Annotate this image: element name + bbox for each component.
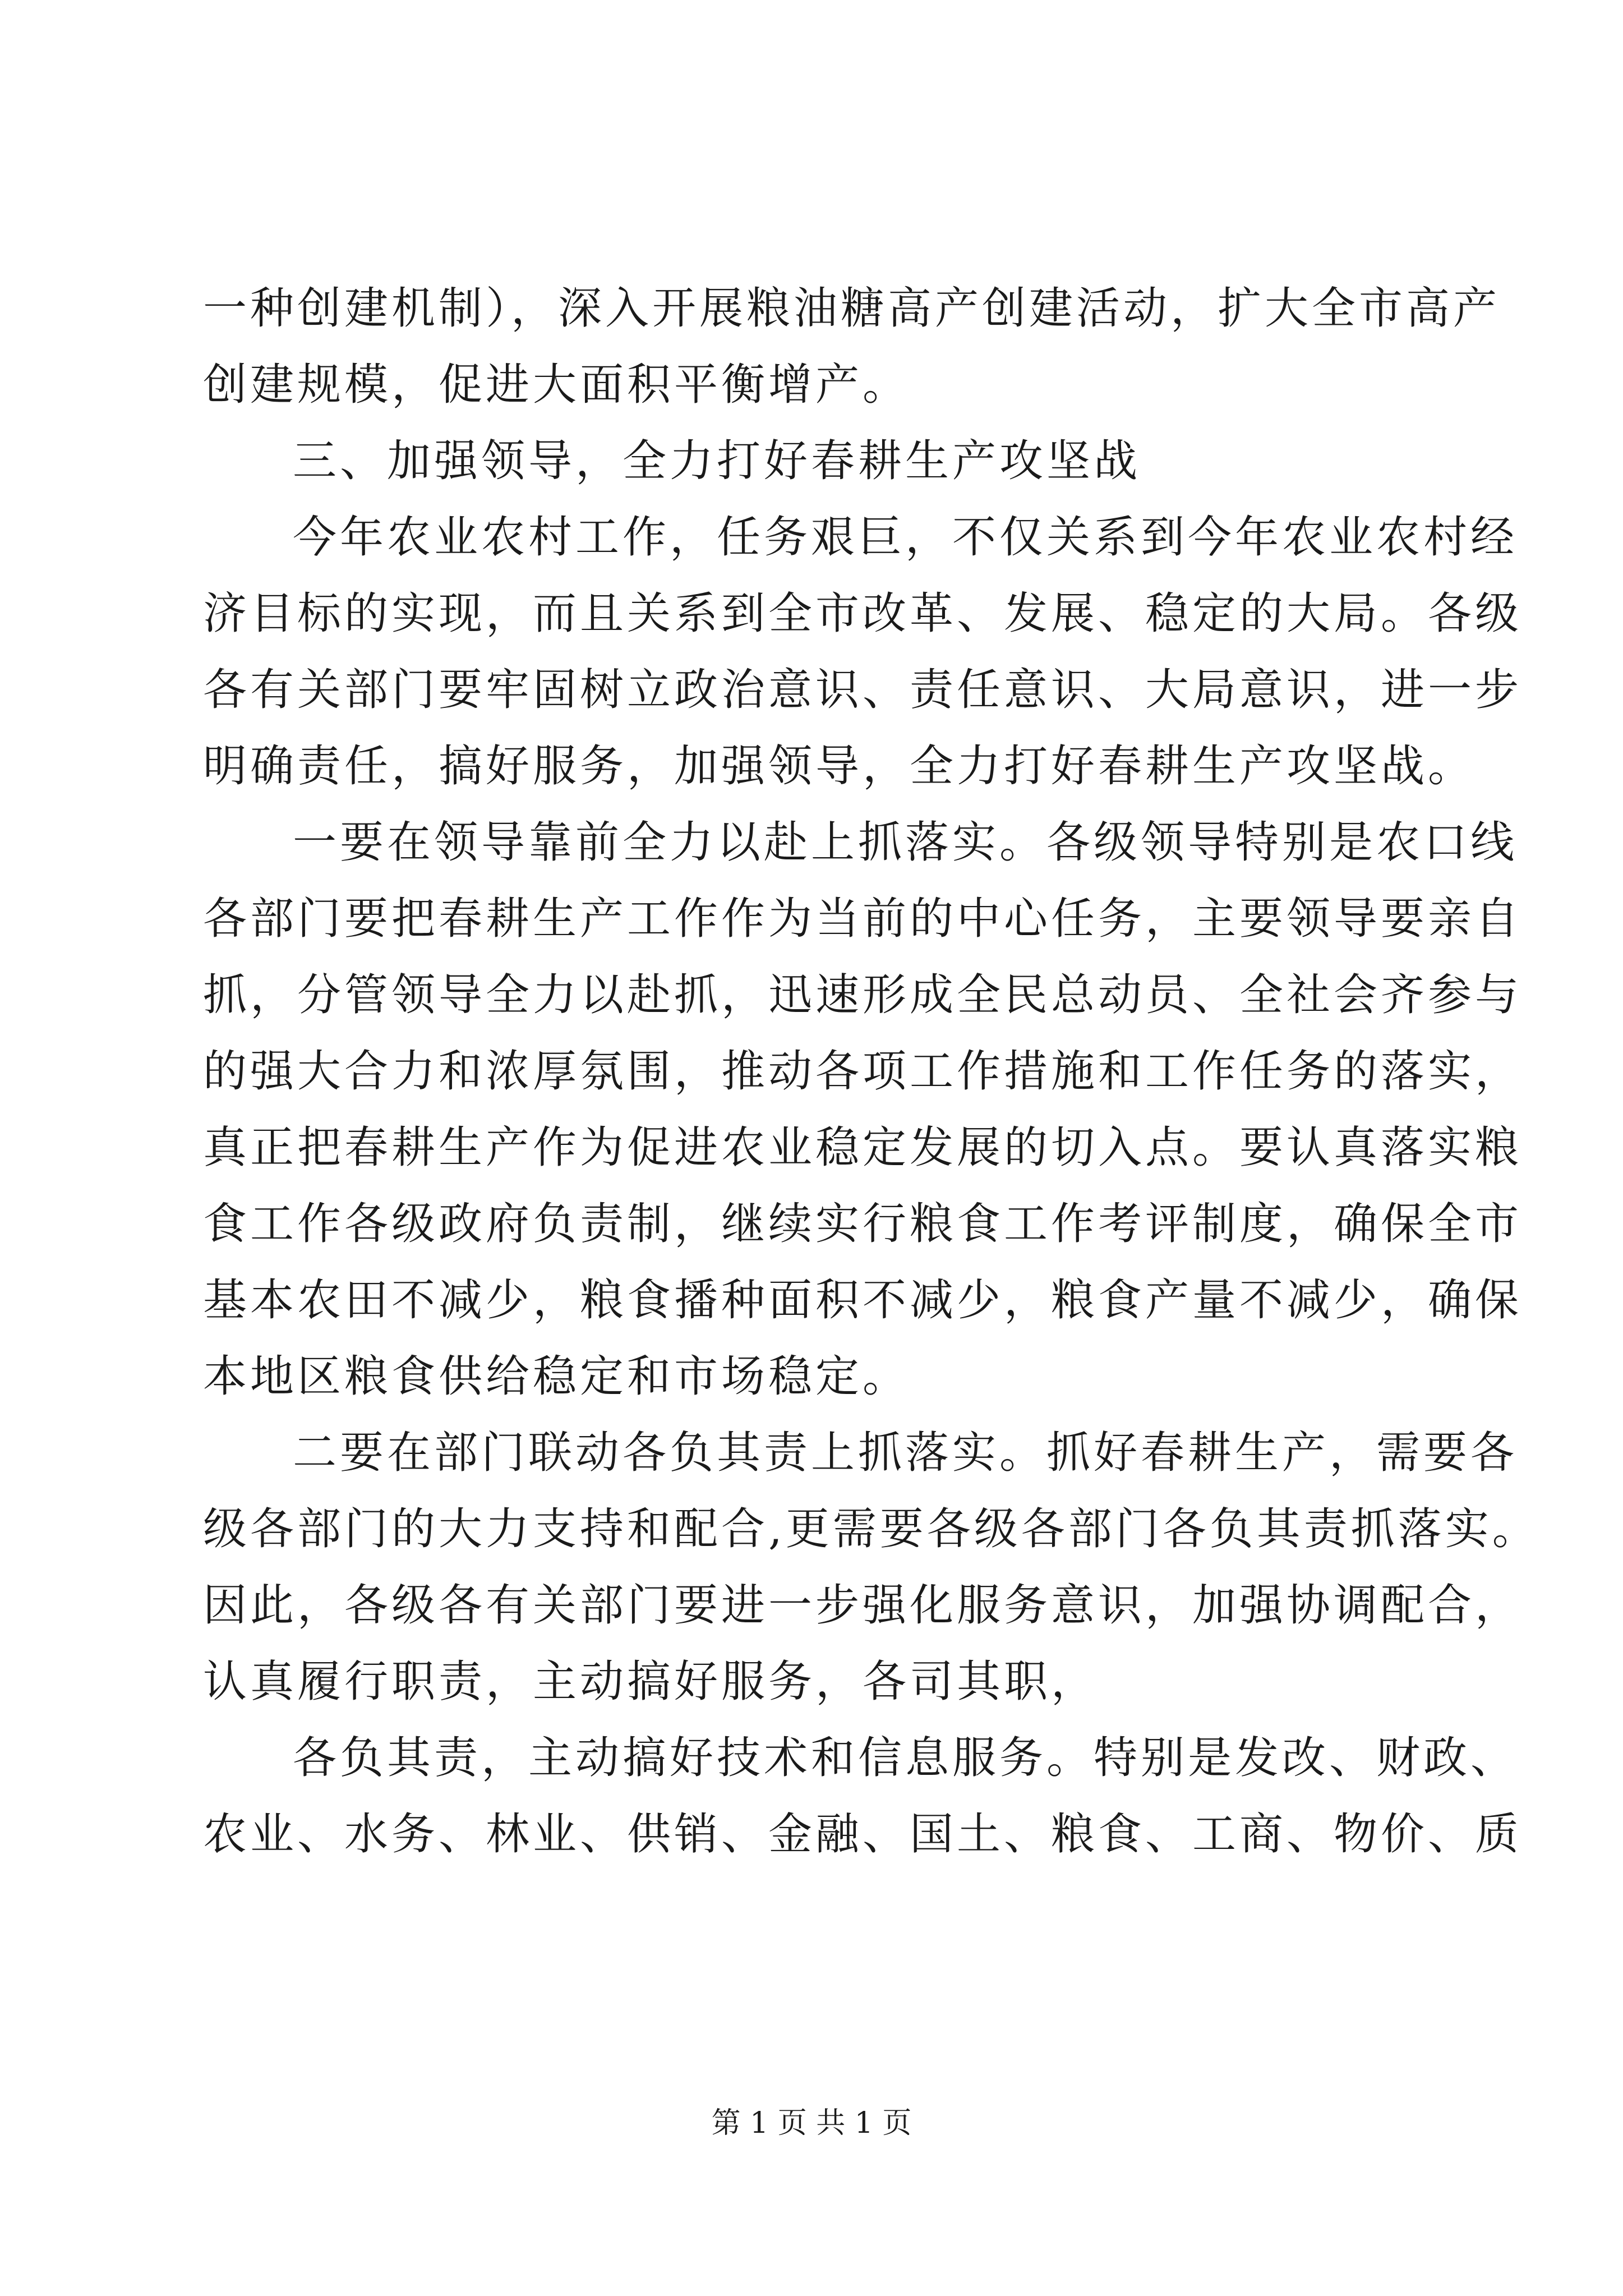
body-line: 级各部门的大力支持和配合,更需要各级各部门各负其责抓落实。 (203, 1504, 1539, 1554)
body-line: 农业、水务、林业、供销、金融、国土、粮食、工商、物价、质 (203, 1809, 1523, 1860)
body-line: 各有关部门要牢固树立政治意识、责任意识、大局意识，进一步 (203, 665, 1523, 715)
body-line: 认真履行职责，主动搞好服务，各司其职， (203, 1657, 1099, 1707)
body-line: 抓，分管领导全力以赴抓，迅速形成全民总动员、全社会齐参与 (203, 970, 1523, 1020)
body-line: 的强大合力和浓厚氛围，推动各项工作措施和工作任务的落实， (203, 1046, 1523, 1097)
body-line: 本地区粮食供给稳定和市场稳定。 (203, 1351, 910, 1402)
body-line: 一种创建机制），深入开展粮油糖高产创建活动，扩大全市高产 (203, 283, 1501, 334)
body-line: 济目标的实现，而且关系到全市改革、发展、稳定的大局。各级 (203, 588, 1523, 639)
document-body (203, 270, 1539, 1872)
page-footer: 第 1 页 共 1 页 (711, 2106, 912, 2140)
body-line: 明确责任，搞好服务，加强领导，全力打好春耕生产攻坚战。 (203, 741, 1476, 792)
body-line: 二要在部门联动各负其责上抓落实。抓好春耕生产，需要各 (293, 1428, 1518, 1478)
body-line: 各负其责，主动搞好技术和信息服务。特别是发改、财政、 (293, 1733, 1518, 1783)
body-line: 创建规模，促进大面积平衡增产。 (203, 360, 910, 410)
body-line: 今年农业农村工作，任务艰巨，不仅关系到今年农业农村经 (293, 512, 1518, 563)
body-line: 一要在领导靠前全力以赴上抓落实。各级领导特别是农口线 (293, 817, 1518, 868)
body-line: 真正把春耕生产作为促进农业稳定发展的切入点。要认真落实粮 (203, 1122, 1523, 1173)
body-line: 基本农田不减少，粮食播种面积不减少，粮食产量不减少，确保 (203, 1275, 1523, 1326)
body-line: 因此，各级各有关部门要进一步强化服务意识，加强协调配合， (203, 1580, 1523, 1631)
body-line: 食工作各级政府负责制，继续实行粮食工作考评制度，确保全市 (203, 1199, 1523, 1249)
body-line: 各部门要把春耕生产工作作为当前的中心任务，主要领导要亲自 (203, 894, 1523, 944)
section-heading: 三、加强领导，全力打好春耕生产攻坚战 (293, 436, 1141, 486)
